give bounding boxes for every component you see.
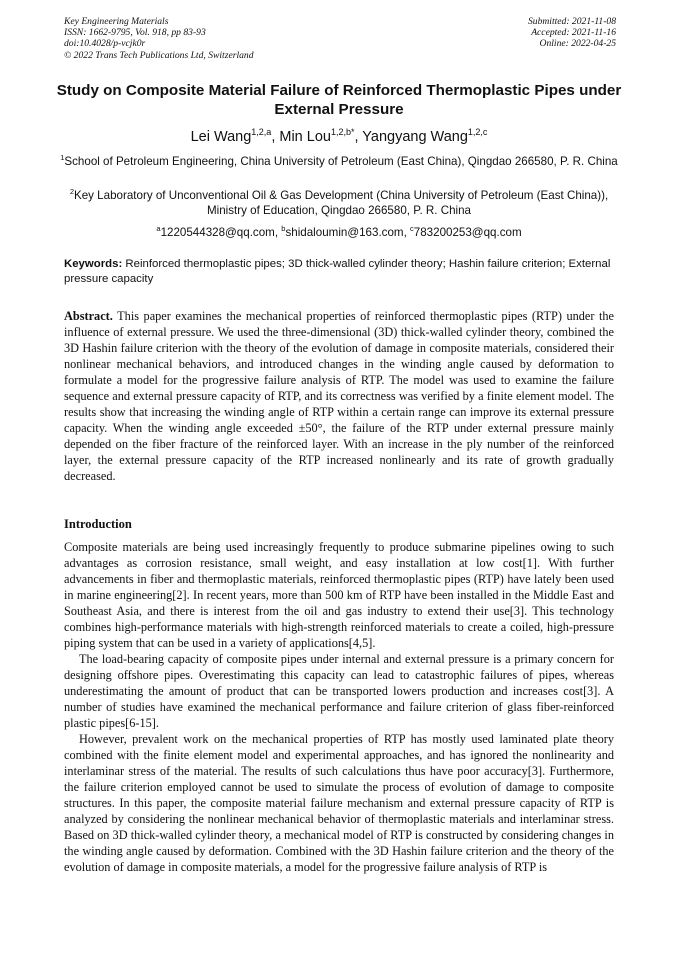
author-affil-sup: 1,2,c [467,127,488,137]
journal-info [64,16,364,61]
keywords-label: Keywords: [64,258,123,270]
journal-doi: doi:10.4028/p-vcjk0r [64,38,146,50]
affiliation-sup: 2 [69,187,74,196]
abstract-text: This paper examines the mechanical properties of reinforced thermoplastic pipes (RTP) under the influence of external pressure. We used the three-dimensional (3D) thick-walled cylinder theory, combined the 3D Hashin failure criterion with the theory of the evolution of damage in composite materials, considered their nonlinear mechanical behaviors, and introduced changes in the winding angle caused by deformation to formulate a model for the progressive failure analysis of RTP. The model was used to examine the failure sequence and external pressure capacity of RTP, and its correctness was verified by a finite element model. The results show that increasing the winding angle of RTP within a certain range can improve its external pressure capacity. When the winding angle exceeded ±50°, the failure of the RTP under external pressure mainly depended on the fiber fracture of the reinforced layer. With an increase in the ply number of the reinforced layer, the external pressure capacity of the RTP increased nonlinearly and its rate of growth gradually decreased. [64,309,614,483]
email-address[interactable]: 1220544328@qq.com [160,225,275,239]
email-address[interactable]: 783200253@qq.com [413,225,522,239]
submission-dates [376,16,616,50]
paper-title: Study on Composite Material Failure of Reinforced Thermoplastic Pipes under External Pressure [56,82,622,118]
author-separator: , [354,128,363,145]
journal-name: Key Engineering Materials [64,16,169,27]
introduction-paragraph: Composite materials are being used increasingly frequently to produce submarine pipelines owing to such advantages as corrosion resistance, small weight, and easy installation at low cost[1]. With further advancements in fiber and thermoplastic materials, reinforced thermoplastic pipes (RTP) have lately been used in marine engineering[2]. In recent years, more than 500 km of RTP have been installed in the Middle East and Southeast Asia, and there is interest from the oil and gas industry to extend their use[3]. This technology combines high-performance materials with high-strength reinforced materials to create a coiled, high-pressure piping system that can be used in a variety of applications[4,5]. [64,540,614,650]
affiliation-text: School of Petroleum Engineering, China University of Petroleum (East China), Qingdao 266580, P. R. China [64,154,618,168]
author-affil-sup: 1,2,a [251,127,272,137]
journal-issn: ISSN: 1662-9795, Vol. 918, pp 83-93 [64,27,206,39]
author-name: Yangyang Wang [362,128,468,145]
introduction-body [64,539,614,875]
keywords-section [64,257,616,287]
email-sup: c [410,224,414,233]
introduction-paragraph: The load-bearing capacity of composite pipes under internal and external pressure is a primary concern for designing offshore pipes. Overestimating this capacity can lead to catastrophic failures of pipes, whereas underestimating the amount of product that can be transported lowers production and increases cost[3]. A number of studies have examined the mechanical performance and failure criterion of glass fiber-reinforced plastic pipes[6-15]. [64,652,614,730]
affiliation-2 [55,184,623,218]
abstract-label: Abstract. [64,309,113,323]
journal-copyright: © 2022 Trans Tech Publications Ltd, Switzerland [64,49,254,61]
accepted-date: Accepted: 2021-11-16 [531,27,616,39]
affiliation-sup: 1 [60,153,65,162]
submitted-date: Submitted: 2021-11-08 [527,16,616,27]
abstract-section [64,308,614,484]
keywords-text: Reinforced thermoplastic pipes; 3D thick-walled cylinder theory; Hashin failure criterion; External pressure capacity [64,258,611,285]
author-affil-sup: 1,2,b* [330,127,355,137]
email-separator: , [274,225,282,239]
introduction-paragraph: However, prevalent work on the mechanical properties of RTP has mostly used laminated plate theory combined with the finite element model and experimental approaches, and has ignored the nonlinearity and interlaminar stress of the material. The results of such calculations thus have poor accuracy[3]. Furthermore, the failure criterion employed cannot be used to simulate the process of evolution of damage to composite structures. In this paper, the composite material failure mechanism and external pressure capacity of RTP is analyzed by considering the nonlinear mechanical behavior of thermoplastic materials and interlaminar stress. Based on 3D thick-walled cylinder theory, a mechanical model of RTP is constructed by considering changes in the winding angle caused by deformation. Combined with the 3D Hashin failure criterion and the theory of the evolution of damage in composite materials, a model for the progressive failure analysis of RTP is [64,732,614,874]
online-date: Online: 2022-04-25 [539,38,616,50]
author-list [40,123,638,146]
email-separator: , [403,225,411,239]
introduction-heading: Introduction [64,517,132,531]
email-list [55,221,623,240]
email-address[interactable]: shidaloumin@163.com [285,225,404,239]
author-separator: , [271,128,280,145]
author-name: Lei Wang [190,128,252,145]
author-name: Min Lou [279,128,331,145]
affiliation-text: Key Laboratory of Unconventional Oil & Gas Development (China University of Petroleum (East China)), Ministry of Education, Qingdao 266580, P. R. China [73,188,609,217]
affiliation-1 [55,150,623,169]
email-sup: a [156,224,161,233]
email-sup: b [281,224,286,233]
